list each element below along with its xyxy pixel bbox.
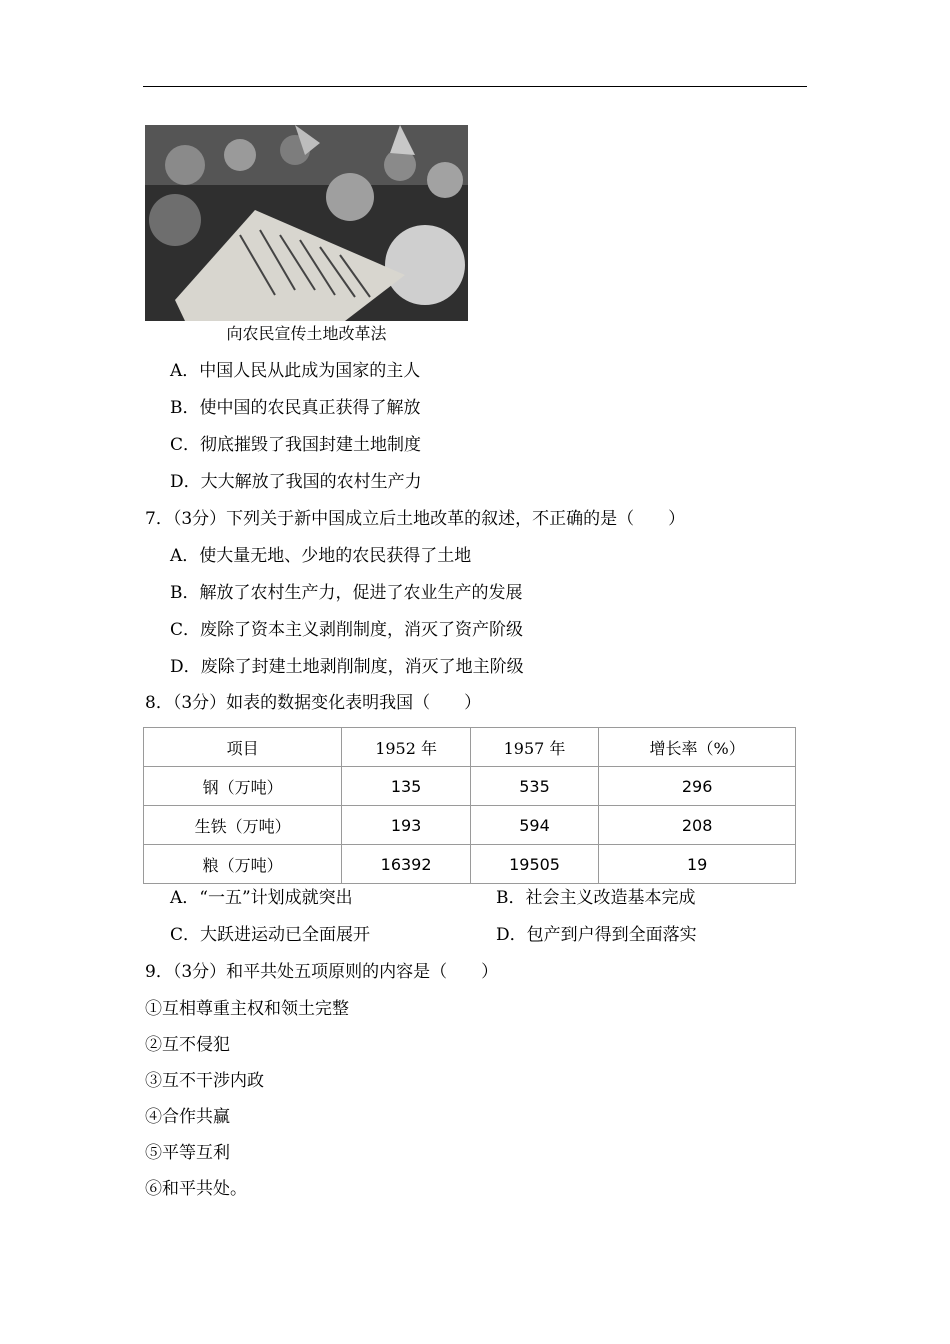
q9-item: ⑥和平共处。 [145, 1179, 247, 1199]
q9-item: ③互不干涉内政 [145, 1071, 264, 1091]
option-text: 包产到户得到全面落实 [526, 925, 697, 945]
table-row [144, 845, 796, 884]
table-header-row [144, 728, 796, 767]
q9-item: ②互不侵犯 [145, 1035, 230, 1055]
q8-option-c [170, 923, 370, 947]
table-cell: 135 [342, 767, 470, 806]
option-text: 使大量无地、少地的农民获得了土地 [199, 546, 472, 566]
table-cell: 16392 [342, 845, 470, 884]
table-row [144, 806, 796, 845]
table-cell: 594 [470, 806, 598, 845]
q6-option-b [170, 396, 421, 420]
option-letter: C． [170, 925, 201, 945]
option-letter: C． [170, 435, 201, 455]
table-cell: 193 [342, 806, 470, 845]
header-rule [143, 86, 807, 87]
q7-option-c [170, 618, 523, 642]
table-cell: 粮（万吨） [144, 845, 342, 884]
table-cell: 生铁（万吨） [144, 806, 342, 845]
q8-option-a [170, 886, 353, 910]
table-cell: 296 [599, 767, 796, 806]
q6-option-d [170, 470, 422, 494]
table-cell: 19505 [470, 845, 598, 884]
table-header-cell: 增长率（%） [599, 728, 796, 767]
q8-stem: 8．（3分）如表的数据变化表明我国（ ） [145, 693, 482, 713]
option-letter: D． [496, 925, 527, 945]
option-text: 彻底摧毁了我国封建土地制度 [200, 435, 422, 455]
land-reform-photo [145, 125, 468, 321]
q7-stem: 7．（3分）下列关于新中国成立后土地改革的叙述，不正确的是（ ） [145, 509, 686, 529]
q7-option-b [170, 581, 523, 605]
table-header-cell: 1952 年 [342, 728, 470, 767]
option-text: 使中国的农民真正获得了解放 [199, 398, 421, 418]
option-letter: A． [170, 361, 200, 381]
option-text: 废除了资本主义剥削制度，消灭了资产阶级 [200, 620, 524, 640]
q9-item: ①互相尊重主权和领土完整 [145, 999, 349, 1019]
option-text: 中国人民从此成为国家的主人 [199, 361, 421, 381]
option-letter: A． [170, 888, 200, 908]
option-text: 废除了封建土地剥削制度，消灭了地主阶级 [200, 657, 524, 677]
option-text: 大大解放了我国的农村生产力 [200, 472, 422, 492]
table-cell: 钢（万吨） [144, 767, 342, 806]
table-cell: 19 [599, 845, 796, 884]
table-header-cell: 项目 [144, 728, 342, 767]
production-table [143, 727, 796, 884]
option-text: 大跃进运动已全面展开 [200, 925, 371, 945]
photo-image [145, 125, 468, 321]
q8-option-d [496, 923, 697, 947]
option-text: 社会主义改造基本完成 [525, 888, 696, 908]
q9-stem: 9．（3分）和平共处五项原则的内容是（ ） [145, 962, 499, 982]
photo-caption: 向农民宣传土地改革法 [226, 324, 387, 343]
option-letter: B． [170, 583, 200, 603]
option-letter: A． [170, 546, 200, 566]
q6-option-c [170, 433, 421, 457]
q8-option-b [496, 886, 696, 910]
option-text: 解放了农村生产力，促进了农业生产的发展 [199, 583, 523, 603]
q9-item: ⑤平等互利 [145, 1143, 230, 1163]
option-text: “一五”计划成就突出 [199, 888, 353, 908]
q6-option-a [170, 359, 420, 383]
q7-option-a [170, 544, 471, 568]
table-cell: 535 [470, 767, 598, 806]
option-letter: B． [170, 398, 200, 418]
option-letter: D． [170, 472, 201, 492]
q7-option-d [170, 655, 524, 679]
option-letter: C． [170, 620, 201, 640]
option-letter: B． [496, 888, 526, 908]
table-header-cell: 1957 年 [470, 728, 598, 767]
q9-item: ④合作共赢 [145, 1107, 230, 1127]
table-row [144, 767, 796, 806]
table-cell: 208 [599, 806, 796, 845]
option-letter: D． [170, 657, 201, 677]
